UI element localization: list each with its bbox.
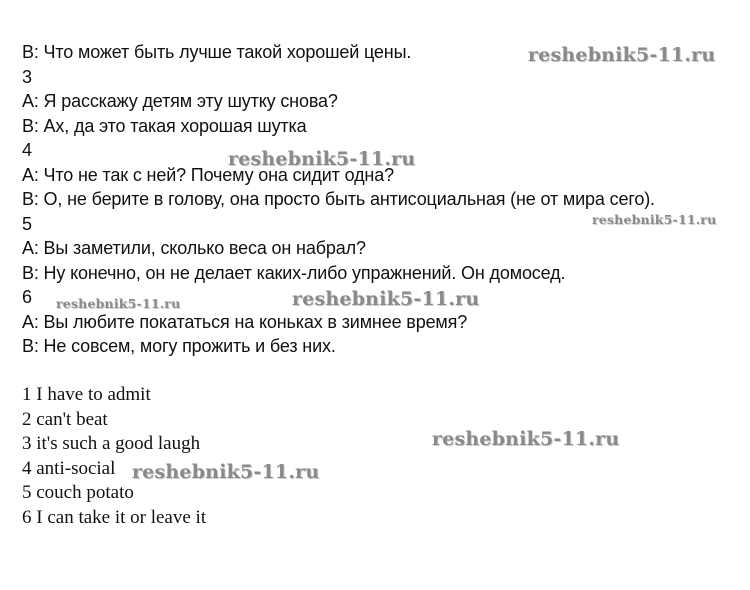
dialogue-line: В: Ну конечно, он не делает каких-либо упражнений. Он домосед. — [22, 262, 566, 283]
document-body — [22, 40, 742, 530]
answer-item: 5 couch potato — [22, 482, 134, 503]
dialogue-number: 6 — [22, 287, 32, 307]
blank-line — [22, 359, 742, 384]
watermark: reshebnik5-11.ru — [592, 212, 717, 227]
dialogue-line: А: Вы любите покататься на коньках в зимнее время? — [22, 311, 468, 332]
dialogue-line: B: Что может быть лучше такой хорошей цены. — [22, 42, 412, 62]
answer-item: 6 I can take it or leave it — [22, 506, 207, 528]
dialogue-number: 4 — [22, 140, 32, 160]
answer-item: 3 it's such a good laugh — [22, 433, 201, 454]
dialogue-line: А: Я расскажу детям эту шутку снова? — [22, 91, 338, 111]
dialogue-line: В: Ах, да это такая хорошая шутка — [22, 115, 307, 136]
dialogue-line: В: Не совсем, могу прожить и без них. — [22, 336, 336, 356]
dialogue-number: 3 — [22, 66, 32, 87]
answers-list — [22, 383, 742, 530]
watermark: reshebnik5-11.ru — [228, 148, 416, 170]
answer-item: 4 anti-social — [22, 457, 116, 479]
dialogue-number: 5 — [22, 213, 32, 234]
watermark: reshebnik5-11.ru — [432, 428, 620, 450]
answer-item: 1 I have to admit — [22, 384, 151, 405]
watermark: reshebnik5-11.ru — [132, 461, 320, 483]
answer-item: 2 can't beat — [22, 408, 108, 430]
watermark: reshebnik5-11.ru — [292, 288, 480, 310]
dialogue-line: В: О, не берите в голову, она просто быть антисоциальная (не от мира сего). — [22, 189, 655, 209]
watermark: reshebnik5-11.ru — [528, 44, 716, 66]
dialogue-line: А: Что не так с ней? Почему она сидит одна? — [22, 164, 394, 185]
dialogue-line: А: Вы заметили, сколько веса он набрал? — [22, 238, 366, 258]
watermark: reshebnik5-11.ru — [56, 296, 181, 311]
